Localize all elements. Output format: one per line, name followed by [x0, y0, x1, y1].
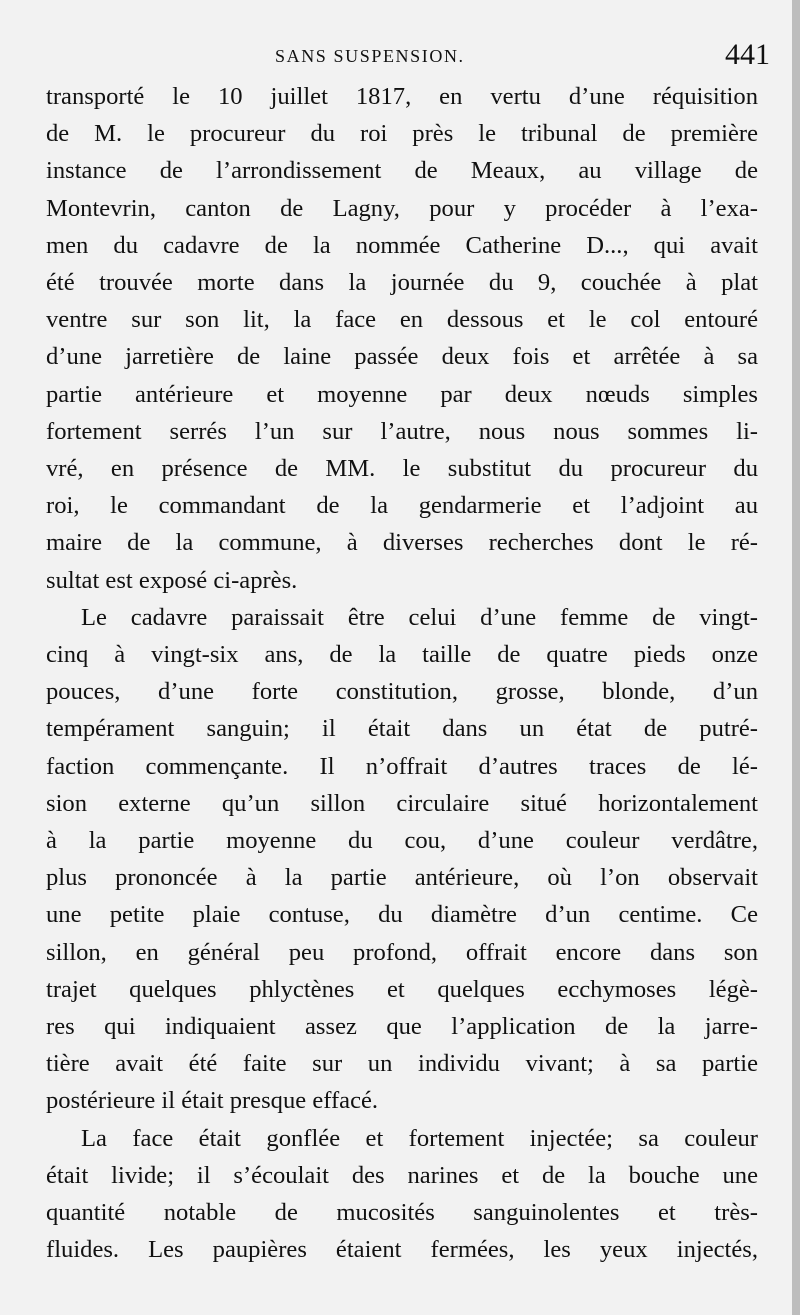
text-line: à la partie moyenne du cou, d’une couleur verdâtre, — [46, 827, 758, 855]
text-line: Le cadavre paraissait être celui d’une femme de vingt- — [81, 603, 758, 631]
text-line: trajet quelques phlyctènes et quelques ecchymoses légè- — [46, 975, 758, 1003]
text-line: une petite plaie contuse, du diamètre d’un centime. Ce — [46, 901, 758, 929]
text-line: roi, le commandant de la gendarmerie et l’adjoint au — [46, 492, 758, 520]
paragraph-3 — [46, 1120, 758, 1269]
text-line: sultat est exposé ci-après. — [46, 566, 298, 594]
page-header — [0, 38, 792, 78]
text-line: postérieure il était presque effacé. — [46, 1087, 379, 1115]
text-line: transporté le 10 juillet 1817, en vertu d’une réquisition — [46, 83, 758, 110]
text-line: quantité notable de mucosités sanguinolentes et très- — [46, 1199, 758, 1227]
text-line: sion externe qu’un sillon circulaire situé horizontalement — [46, 789, 758, 817]
text-line: fluides. Les paupières étaient fermées, les yeux injectés, — [46, 1236, 758, 1264]
text-line: tempérament sanguin; il était dans un état de putré- — [46, 715, 758, 743]
text-line: été trouvée morte dans la journée du 9, couchée à plat — [46, 269, 758, 297]
text-line: men du cadavre de la nommée Catherine D..., qui avait — [46, 231, 758, 259]
text-line: faction commençante. Il n’offrait d’autres traces de lé- — [46, 752, 758, 780]
text-line: La face était gonflée et fortement injectée; sa couleur — [81, 1124, 758, 1152]
text-line: d’une jarretière de laine passée deux fois et arrêtée à sa — [46, 343, 758, 371]
text-line: Montevrin, canton de Lagny, pour y procéder à l’exa- — [46, 194, 758, 222]
body-text — [46, 78, 758, 1269]
running-head: SANS SUSPENSION. — [275, 46, 465, 66]
text-line: sillon, en général peu profond, offrait encore dans son — [46, 938, 758, 966]
text-line: pouces, d’une forte constitution, grosse, blonde, d’un — [46, 678, 758, 706]
text-line: vré, en présence de MM. le substitut du procureur du — [46, 455, 758, 483]
text-line: instance de l’arrondissement de Meaux, au village de — [46, 157, 758, 185]
text-line: plus prononcée à la partie antérieure, où l’on observait — [46, 864, 758, 892]
text-line: ventre sur son lit, la face en dessous et le col entouré — [46, 306, 758, 334]
text-line: était livide; il s’écoulait des narines et de la bouche une — [46, 1161, 758, 1189]
text-line: de M. le procureur du roi près le tribunal de première — [46, 120, 758, 148]
paragraph-2 — [46, 599, 758, 1120]
text-line: tière avait été faite sur un individu vivant; à sa partie — [46, 1050, 758, 1078]
text-line: partie antérieure et moyenne par deux nœuds simples — [46, 380, 758, 408]
text-line: fortement serrés l’un sur l’autre, nous nous sommes li- — [46, 417, 758, 445]
text-line: res qui indiquaient assez que l’application de la jarre- — [46, 1013, 758, 1041]
page-number: 441 — [725, 38, 770, 71]
text-line: maire de la commune, à diverses recherches dont le ré- — [46, 529, 758, 557]
paragraph-1 — [46, 78, 758, 599]
text-line: cinq à vingt-six ans, de la taille de quatre pieds onze — [46, 641, 758, 669]
